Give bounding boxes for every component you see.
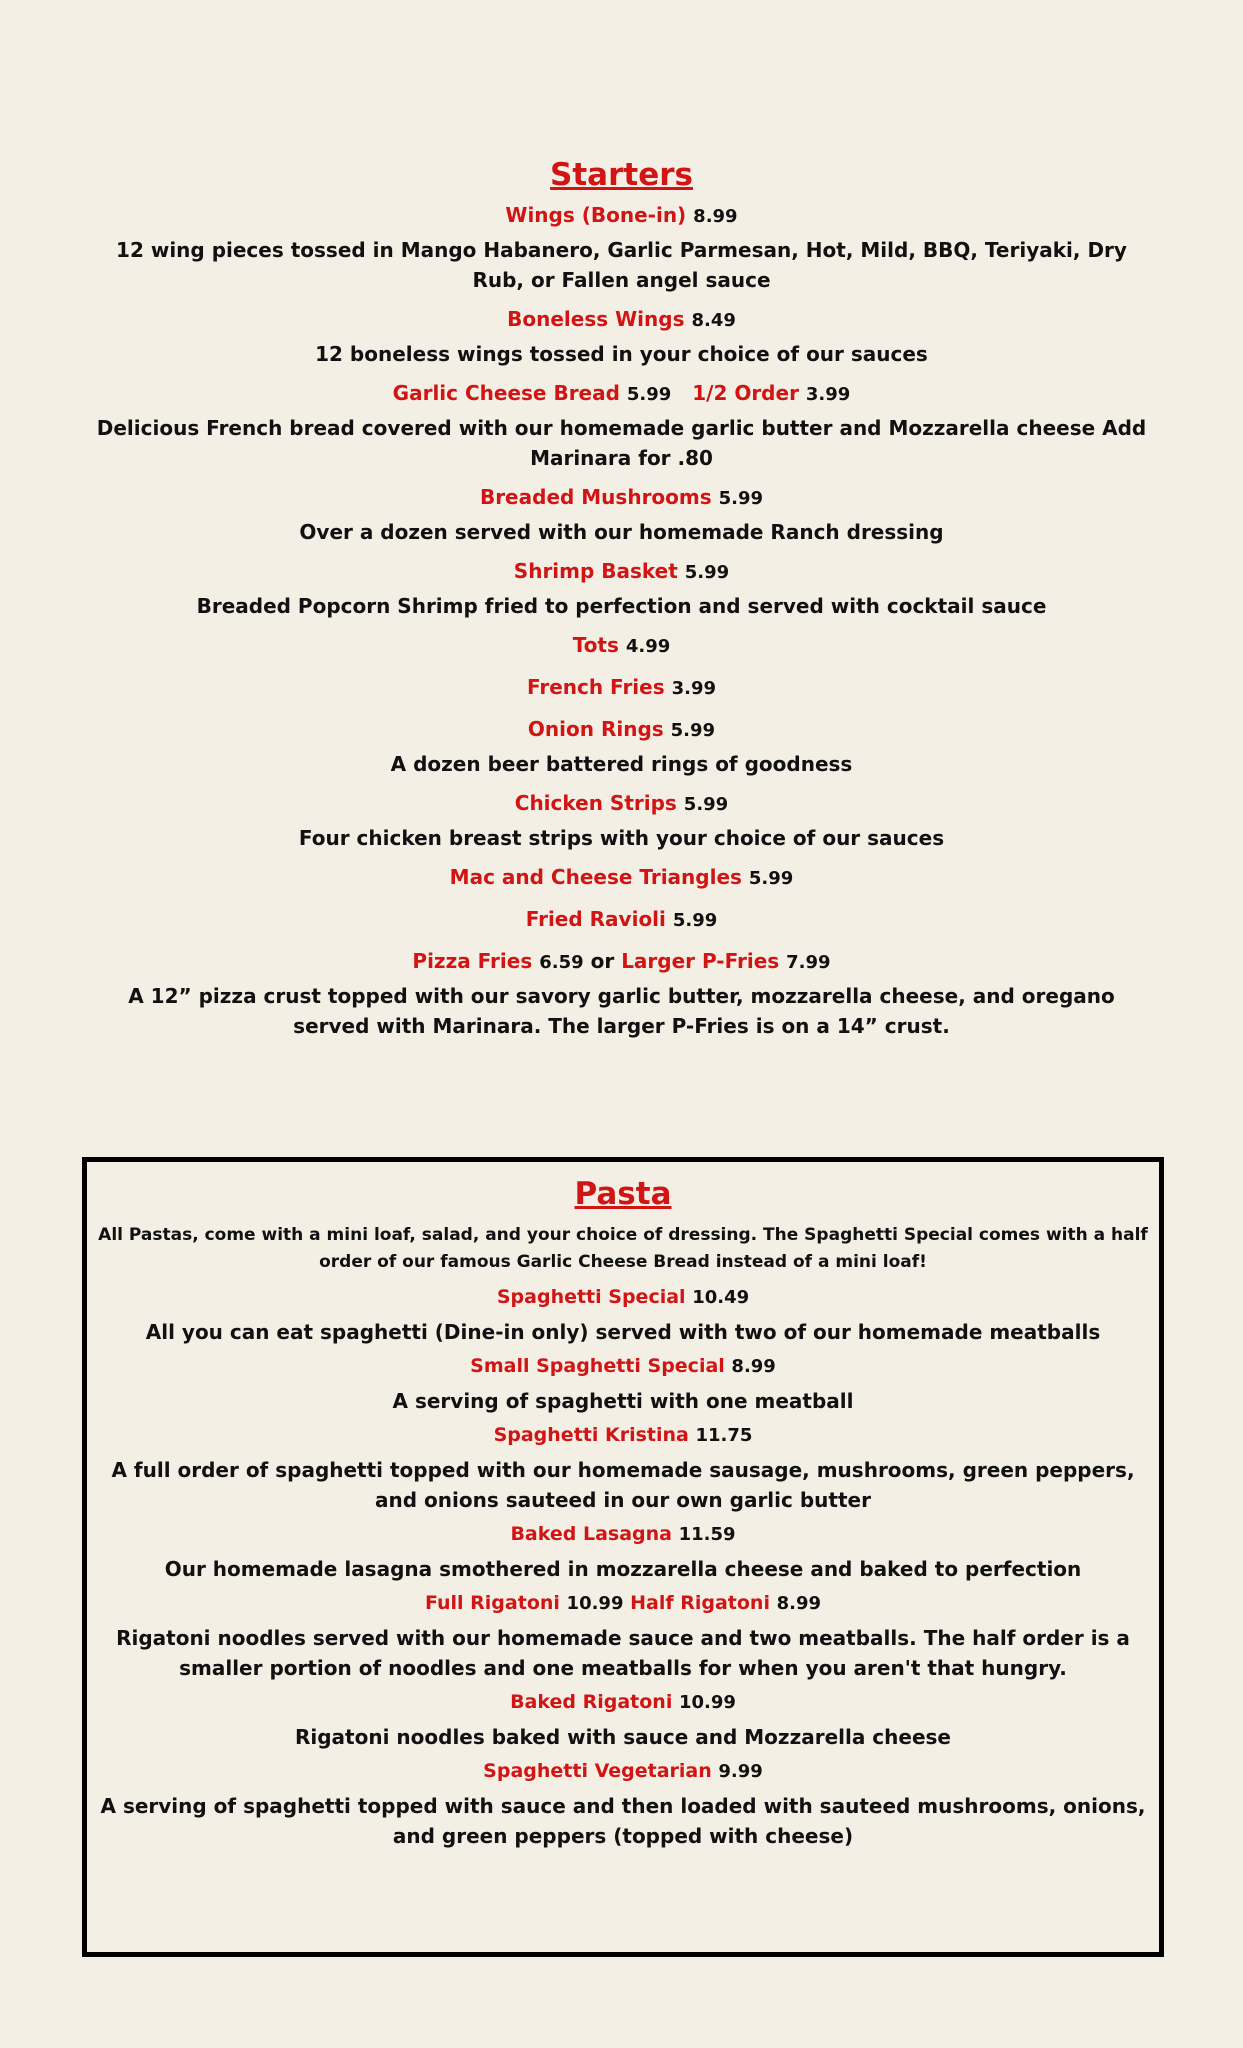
menu-item <box>0 201 1243 231</box>
item-description: Our homemade lasagna smothered in mozzarella cheese and baked to perfection <box>164 1557 1082 1581</box>
menu-item <box>0 673 1243 703</box>
item-name: French Fries <box>526 675 665 699</box>
item-description: 12 boneless wings tossed in your choice of our sauces <box>315 342 928 366</box>
item-price: 11.59 <box>678 1524 736 1545</box>
menu-item <box>87 1687 1159 1718</box>
item-name: Spaghetti Vegetarian <box>483 1760 712 1782</box>
item-description: All you can eat spaghetti (Dine-in only) served with two of our homemade meatballs <box>145 1320 1101 1344</box>
menu-item <box>0 947 1243 977</box>
item-name: Spaghetti Kristina <box>493 1424 689 1446</box>
item-description: A dozen beer battered rings of goodness <box>390 752 853 776</box>
item-name: Chicken Strips <box>514 791 677 815</box>
item-description: Over a dozen served with our homemade Ranch dressing <box>299 520 944 544</box>
item-price: 4.99 <box>625 636 671 657</box>
item-name: Pizza Fries <box>412 949 533 973</box>
menu-item <box>87 1420 1159 1451</box>
item-price-secondary: 7.99 <box>786 952 831 973</box>
starters-title: Starters <box>550 157 693 193</box>
item-price: 9.99 <box>718 1761 763 1782</box>
item-price: 8.99 <box>731 1356 776 1377</box>
item-name: Spaghetti Special <box>496 1286 686 1308</box>
menu-item <box>0 905 1243 935</box>
item-description: Delicious French bread covered with our homemade garlic butter and Mozzarella cheese Add Marinara for .80 <box>96 416 1147 470</box>
menu-item <box>0 789 1243 819</box>
item-name: Full Rigatoni <box>424 1592 560 1614</box>
menu-item <box>87 1282 1159 1313</box>
item-price: 5.99 <box>684 562 730 583</box>
menu-item <box>87 1588 1159 1619</box>
item-name: Boneless Wings <box>507 307 685 331</box>
item-price: 6.59 <box>539 952 584 973</box>
menu-item <box>0 715 1243 745</box>
menu-item <box>0 863 1243 893</box>
pasta-title: Pasta <box>574 1176 672 1212</box>
item-price: 10.49 <box>692 1287 750 1308</box>
item-description: Four chicken breast strips with your choice of our sauces <box>298 826 945 850</box>
item-name: Tots <box>572 633 619 657</box>
menu-item <box>0 631 1243 661</box>
item-name: Fried Ravioli <box>525 907 666 931</box>
item-description: Rigatoni noodles served with our homemade sauce and two meatballs. The half order is a smaller portion of noodles and one meatballs for when you aren't that hungry. <box>116 1626 1130 1680</box>
item-price: 5.99 <box>748 868 794 889</box>
item-name: Garlic Cheese Bread <box>392 381 620 405</box>
item-name: Wings (Bone-in) <box>505 203 687 227</box>
item-price-secondary: 8.99 <box>776 1593 822 1614</box>
menu-item <box>87 1351 1159 1382</box>
item-name: Baked Lasagna <box>510 1523 672 1545</box>
item-price: 11.75 <box>695 1425 753 1446</box>
pasta-intro: All Pastas, come with a mini loaf, salad, and your choice of dressing. The Spaghetti Special comes with a half order of our famous Garlic Cheese Bread instead of a mini loaf! <box>98 1225 1148 1272</box>
menu-item <box>87 1756 1159 1787</box>
item-description: A serving of spaghetti with one meatball <box>392 1389 854 1413</box>
menu-item <box>0 557 1243 587</box>
item-description: Rigatoni noodles baked with sauce and Mozzarella cheese <box>294 1725 951 1749</box>
item-price: 5.99 <box>672 910 718 931</box>
item-price: 8.49 <box>691 310 736 331</box>
item-price: 5.99 <box>670 720 716 741</box>
item-description: 12 wing pieces tossed in Mango Habanero, Garlic Parmesan, Hot, Mild, BBQ, Teriyaki, Dry Rub, or Fallen angel sauce <box>116 238 1127 292</box>
item-name: Shrimp Basket <box>513 559 678 583</box>
item-price: 5.99 <box>718 488 764 509</box>
item-name: Small Spaghetti Special <box>470 1355 725 1377</box>
item-name: Onion Rings <box>527 717 664 741</box>
item-price: 10.99 <box>566 1593 624 1614</box>
item-description: Breaded Popcorn Shrimp fried to perfection and served with cocktail sauce <box>196 594 1047 618</box>
item-description: A full order of spaghetti topped with our homemade sausage, mushrooms, green peppers, and onions sauteed in our own garlic butter <box>111 1458 1135 1512</box>
menu-item <box>0 483 1243 513</box>
item-price: 5.99 <box>626 384 672 405</box>
pasta-section <box>82 1157 1164 1957</box>
menu-item <box>87 1519 1159 1550</box>
item-price: 10.99 <box>678 1692 736 1713</box>
item-separator: or <box>590 949 615 973</box>
item-name: Baked Rigatoni <box>510 1691 673 1713</box>
item-price-secondary: 3.99 <box>805 384 851 405</box>
item-price: 5.99 <box>683 794 729 815</box>
menu-item <box>0 305 1243 335</box>
item-name-secondary: 1/2 Order <box>692 381 799 405</box>
item-description: A serving of spaghetti topped with sauce and then loaded with sauteed mushrooms, onions, and green peppers (topped with cheese) <box>100 1794 1146 1848</box>
item-name-secondary: Half Rigatoni <box>630 1592 770 1614</box>
menu-item <box>0 379 1243 409</box>
item-price: 3.99 <box>671 678 717 699</box>
item-description: A 12” pizza crust topped with our savory garlic butter, mozzarella cheese, and oregano served with Marinara. The larger P-Fries is on a 14” crust. <box>128 984 1115 1038</box>
item-name-secondary: Larger P-Fries <box>621 949 780 973</box>
item-name: Mac and Cheese Triangles <box>449 865 742 889</box>
item-name: Breaded Mushrooms <box>479 485 712 509</box>
starters-section <box>0 155 1243 1051</box>
item-price: 8.99 <box>693 206 738 227</box>
